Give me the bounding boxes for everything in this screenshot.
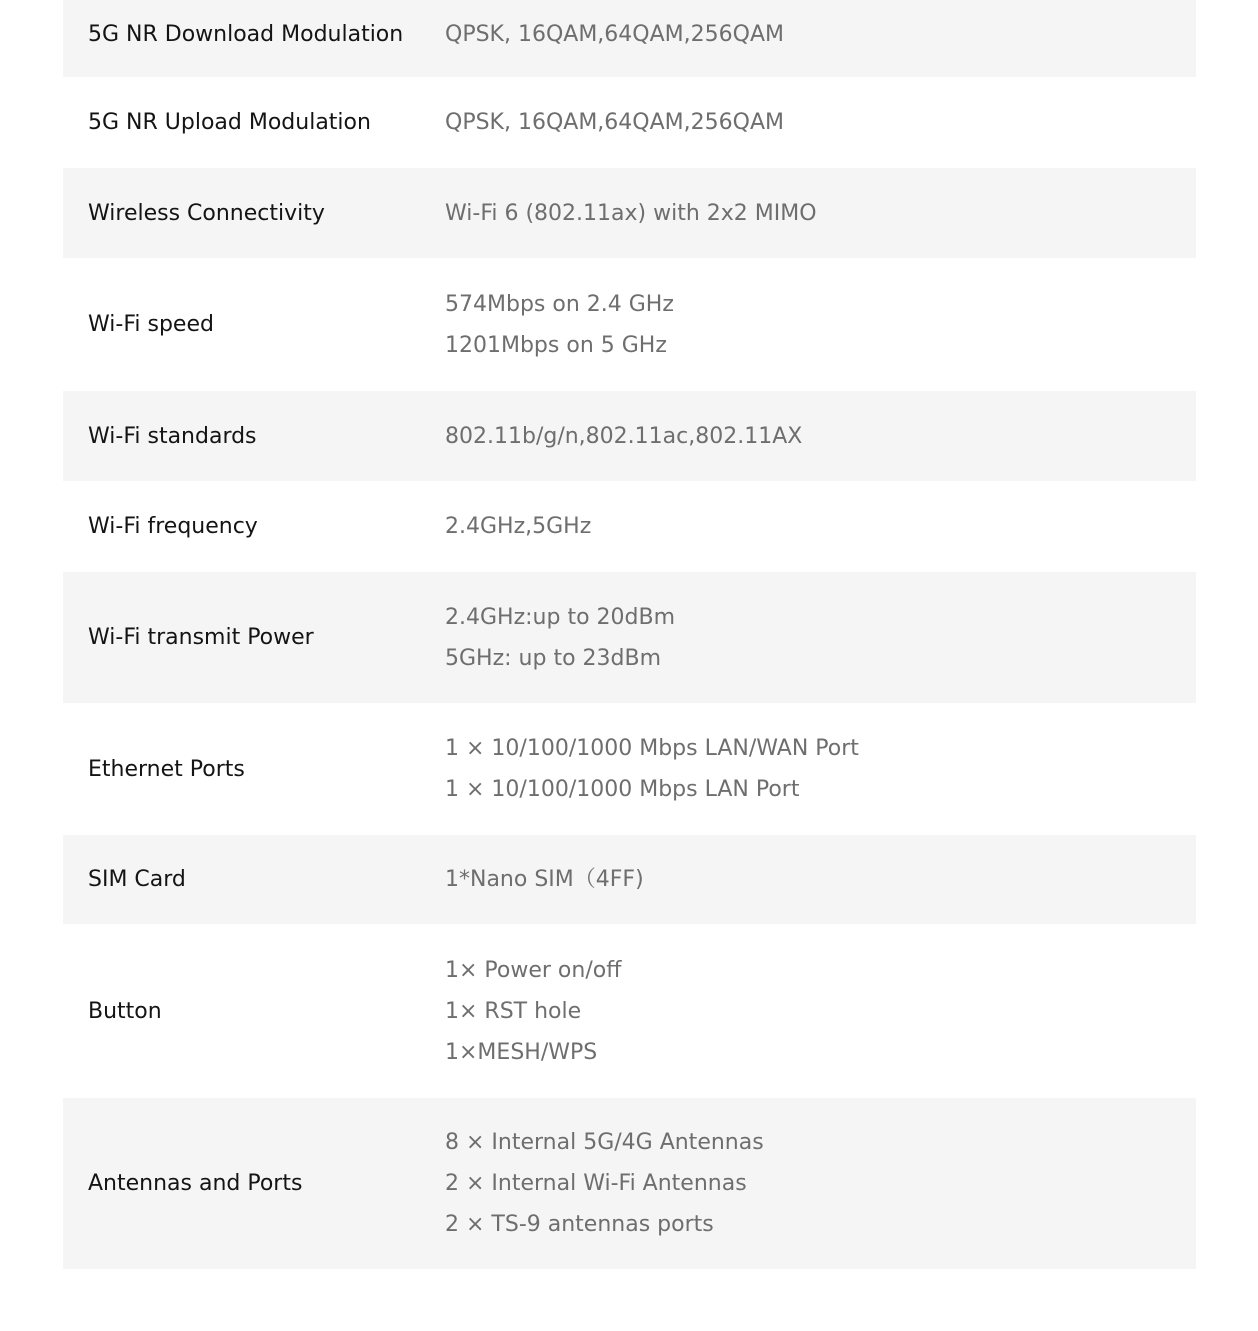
spec-value [445,102,784,143]
spec-label: Antennas and Ports [88,1171,303,1196]
spec-table [63,0,1196,1269]
spec-row [63,258,1196,391]
spec-value-line: 802.11b/g/n,802.11ac,802.11AX [445,423,803,449]
spec-label: 5G NR Download Modulation [88,22,404,47]
spec-row [63,835,1196,924]
spec-value-line: 1×MESH/WPS [445,1039,598,1065]
spec-row [63,168,1196,258]
spec-label: Wi-Fi standards [88,423,257,449]
spec-label: SIM Card [88,867,186,892]
spec-row [63,0,1196,77]
spec-value [445,506,591,547]
spec-value-line: 5GHz: up to 23dBm [445,645,662,671]
spec-value [445,284,674,366]
spec-value [445,14,784,55]
spec-value [445,416,802,457]
spec-label: Wi-Fi frequency [88,514,258,539]
spec-value [445,728,859,810]
spec-value-line: 2.4GHz:up to 20dBm [445,604,676,630]
spec-label: Ethernet Ports [88,756,245,782]
spec-row [63,391,1196,481]
spec-label: Button [88,998,162,1024]
spec-value-line: 1 × 10/100/1000 Mbps LAN/WAN Port [445,736,859,761]
spec-value-line: 1× RST hole [445,998,582,1024]
spec-value [445,1122,764,1245]
spec-value-line: 1*Nano SIM（4FF) [445,867,644,892]
spec-value-line: 8 × Internal 5G/4G Antennas [445,1130,764,1155]
spec-row [63,924,1196,1098]
spec-label: Wi-Fi speed [88,312,214,337]
spec-row [63,77,1196,168]
spec-value-line: 2.4GHz,5GHz [445,514,592,539]
spec-row [63,481,1196,572]
spec-row [63,572,1196,703]
spec-value-line: Wi-Fi 6 (802.11ax) with 2x2 MIMO [445,200,817,226]
spec-row [63,703,1196,835]
spec-value [445,193,817,234]
spec-label: Wi-Fi transmit Power [88,625,314,650]
spec-value [445,950,621,1073]
spec-label: 5G NR Upload Modulation [88,110,371,135]
spec-value-line: 1 × 10/100/1000 Mbps LAN Port [445,777,800,802]
spec-value [445,859,644,900]
spec-value [445,597,675,679]
spec-value-line: 574Mbps on 2.4 GHz [445,291,674,317]
spec-label: Wireless Connectivity [88,200,325,226]
spec-value-line: 1× Power on/off [445,957,622,983]
spec-value-line: 2 × Internal Wi-Fi Antennas [445,1171,747,1196]
spec-value-line: QPSK, 16QAM,64QAM,256QAM [445,22,784,47]
spec-row [63,1098,1196,1269]
spec-value-line: 2 × TS-9 antennas ports [445,1212,714,1237]
spec-value-line: QPSK, 16QAM,64QAM,256QAM [445,110,784,135]
spec-value-line: 1201Mbps on 5 GHz [445,332,667,358]
